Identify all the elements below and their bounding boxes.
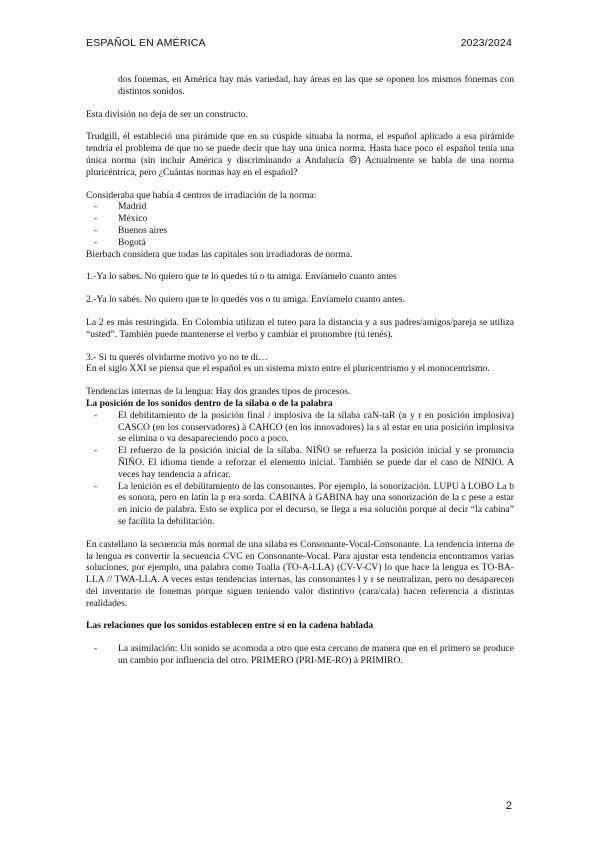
paragraph: Trudgill, él estableció una pirámide que en su cúspide situaba la norma, el español aplicado a esa pirámide tendría el problema de que no se puede decir que hay una única norma. Hasta hace poco el español tenía una única norma (sin incluir América y discriminando a Andalucía ☹) Actualmente se habla de una norma pluricéntrica, pero ¿Cuántas normas hay en el español? [86,131,514,178]
section-heading: Las relaciones que los sonidos establecen entre sí en la cadena hablada [86,620,374,632]
paragraph: En castellano la secuencia más normal de una sílaba es Consonante-Vocal-Consonante. La tendencia interna de la lengua es convertir la secuencia CVC en Consonante-Vocal. Para ajustar esta tendencia encontramos varias soluciones, por ejemplo, una palabra como Toalla (TO-A-LLA) (CV-V-CV) lo que hace la lengua es TO-BA-LLA // TWA-LLA. A veces estas tendencias internas, las consonantes l y r se neutralizan, pero no desaparecen del inventario de fonemas porque siguen teniendo valor distintivo (cara/cala) hacen referencia a distintas realidades. [86,538,514,609]
page-number: 2 [505,800,512,812]
list-item: - El debilitamiento de la posición final / implosiva de la sílaba caN-taR (n y r en posición implosiva) CASCO (en los conservadores) à CAHCO (en los innovadores) la s al estar en una posición implosiva se elimina o va desapareciendo poco a poco. [86,410,514,445]
list-item: - Madrid [86,201,514,213]
paragraph: En el siglo XXI se piensa que el español es un sistema mixto entre el pluricentrismo y el monocentrismo. [86,363,490,375]
section-heading: La posición de los sonidos dentro de la sílaba o de la palabra [86,397,333,409]
example-sentence: 2.-Ya lo sabés. No quiero que te lo quedés vos o tu amiga. Envíamelo cuanto antes. [86,294,406,306]
list-item: - México [86,213,514,225]
relations-list [86,643,514,667]
list-item: - Buenos aires [86,225,514,237]
list-item: - La asimilación: Un sonido se acomoda a otro que esta cercano de manera que en el primero se produce un cambio por influencia del otro. PRIMERO (PRI-ME-RO) à PRIMIRO. [86,643,514,667]
example-sentence: 3.- Si tu querés olvidarme motivo yo no te di… [86,351,268,363]
paragraph: Esta división no deja de ser un constructo. [86,108,248,120]
list-item: - El refuerzo de la posición inicial de la sílaba. NIÑO se refuerza la posición inicial y se pronuncia ÑIÑO. El idioma tiende a reforzar el elemento inicial. También se puede dar el caso de NINIO. A veces hay tendencia a africar. [86,445,514,480]
paragraph: Consideraba que había 4 centros de irradiación de la norma: [86,189,317,201]
capitals-list [86,201,514,248]
paragraph: Bierbach considera que todas las capitales son irradiadoras de norma. [86,248,353,260]
example-sentence: 1.-Ya lo sabes. No quiero que te lo quedes tú o tu amiga. Envíamelo cuanto antes [86,271,397,283]
paragraph-continuation: dos fonemas, en América hay más variedad, hay áreas en las que se oponen los mismos fonemas con distintos sonidos. [118,74,514,97]
header-year: 2023/2024 [460,37,512,49]
list-item: - Bogotá [86,237,514,249]
paragraph: La 2 es más restringida. En Colombia utilizan el tuteo para la distancia y a sus padres/amigos/pareja se utiliza “usted”. También puede mantenerse el verbo y cambiar el pronombre (tú tenés). [86,316,514,340]
processes-list [86,410,514,528]
header-title: ESPAÑOL EN AMÉRICA [86,37,206,49]
page-body [86,74,514,667]
list-item: - La lenición es el debilitamiento de las consonantes. Por ejemplo, la sonorización. LUPU à LOBO La b es sonora, pero en latín la p era sorda. CABINA à GABINA hay una sonorización de la c pese a estar en inicio de palabra. Esto se explica por el decurso, se llega a esa solución porque al decir “la cabina” se facilita la debilitación. [86,481,514,528]
paragraph: Tendencias internas de la lengua: Hay dos grandes tipos de procesos. [86,386,351,398]
